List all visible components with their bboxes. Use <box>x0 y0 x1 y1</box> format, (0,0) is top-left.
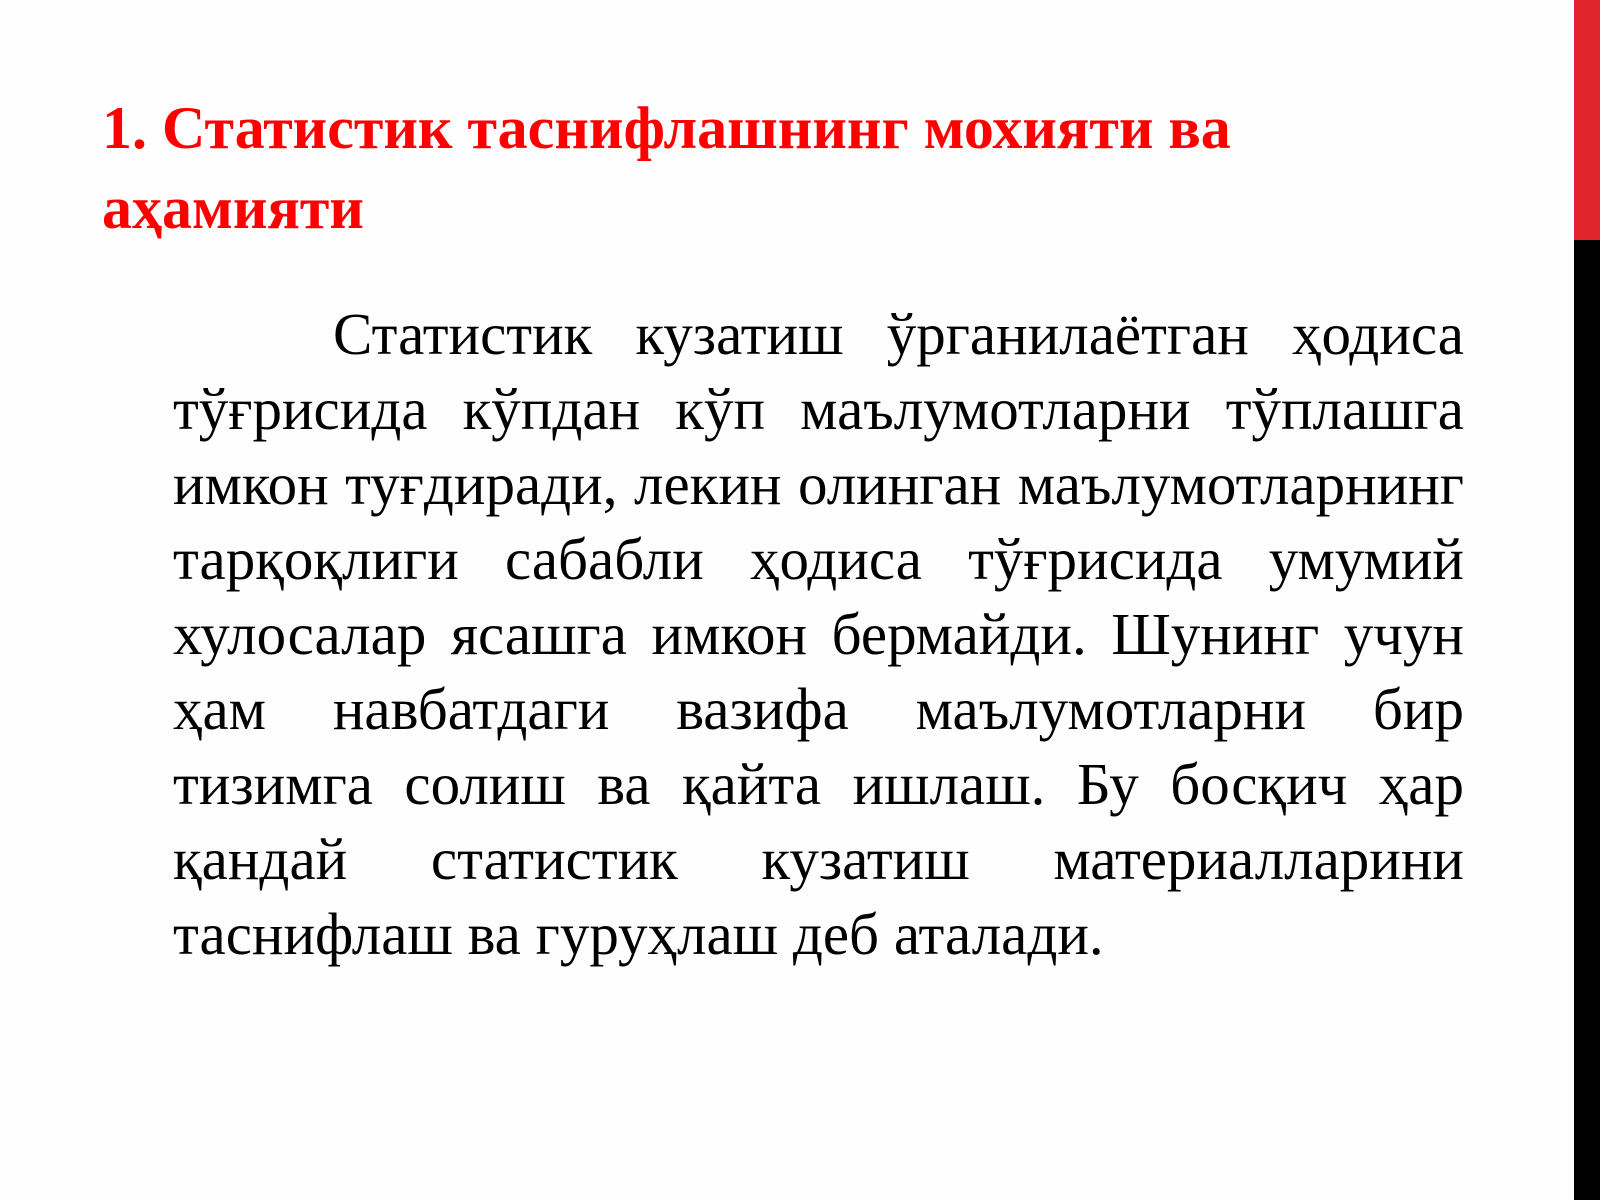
slide-body-paragraph: Статистик кузатиш ўрганилаётган ҳодиса тўғрисида кўпдан кўп маълумотларни тўплашга имкон туғдиради, лекин олинган маълумотларнинг тарқоқлиги сабабли ҳодиса тўғрисида умумий хулосалар ясашга имкон бермайди. Шунинг учун ҳам навбатдаги вазифа маълумотларни бир тизимга солиш ва қайта ишлаш. Бу босқич ҳар қандай статистик кузатиш материалларини таснифлаш ва гуруҳлаш деб аталади. <box>173 301 1464 967</box>
edge-bar-dark <box>1574 240 1600 1200</box>
slide-edge-bar <box>1574 0 1600 1200</box>
slide-title: 1. Статистик таснифлашнинг мохияти ва аҳамияти <box>102 95 1231 241</box>
edge-bar-accent <box>1574 0 1600 240</box>
